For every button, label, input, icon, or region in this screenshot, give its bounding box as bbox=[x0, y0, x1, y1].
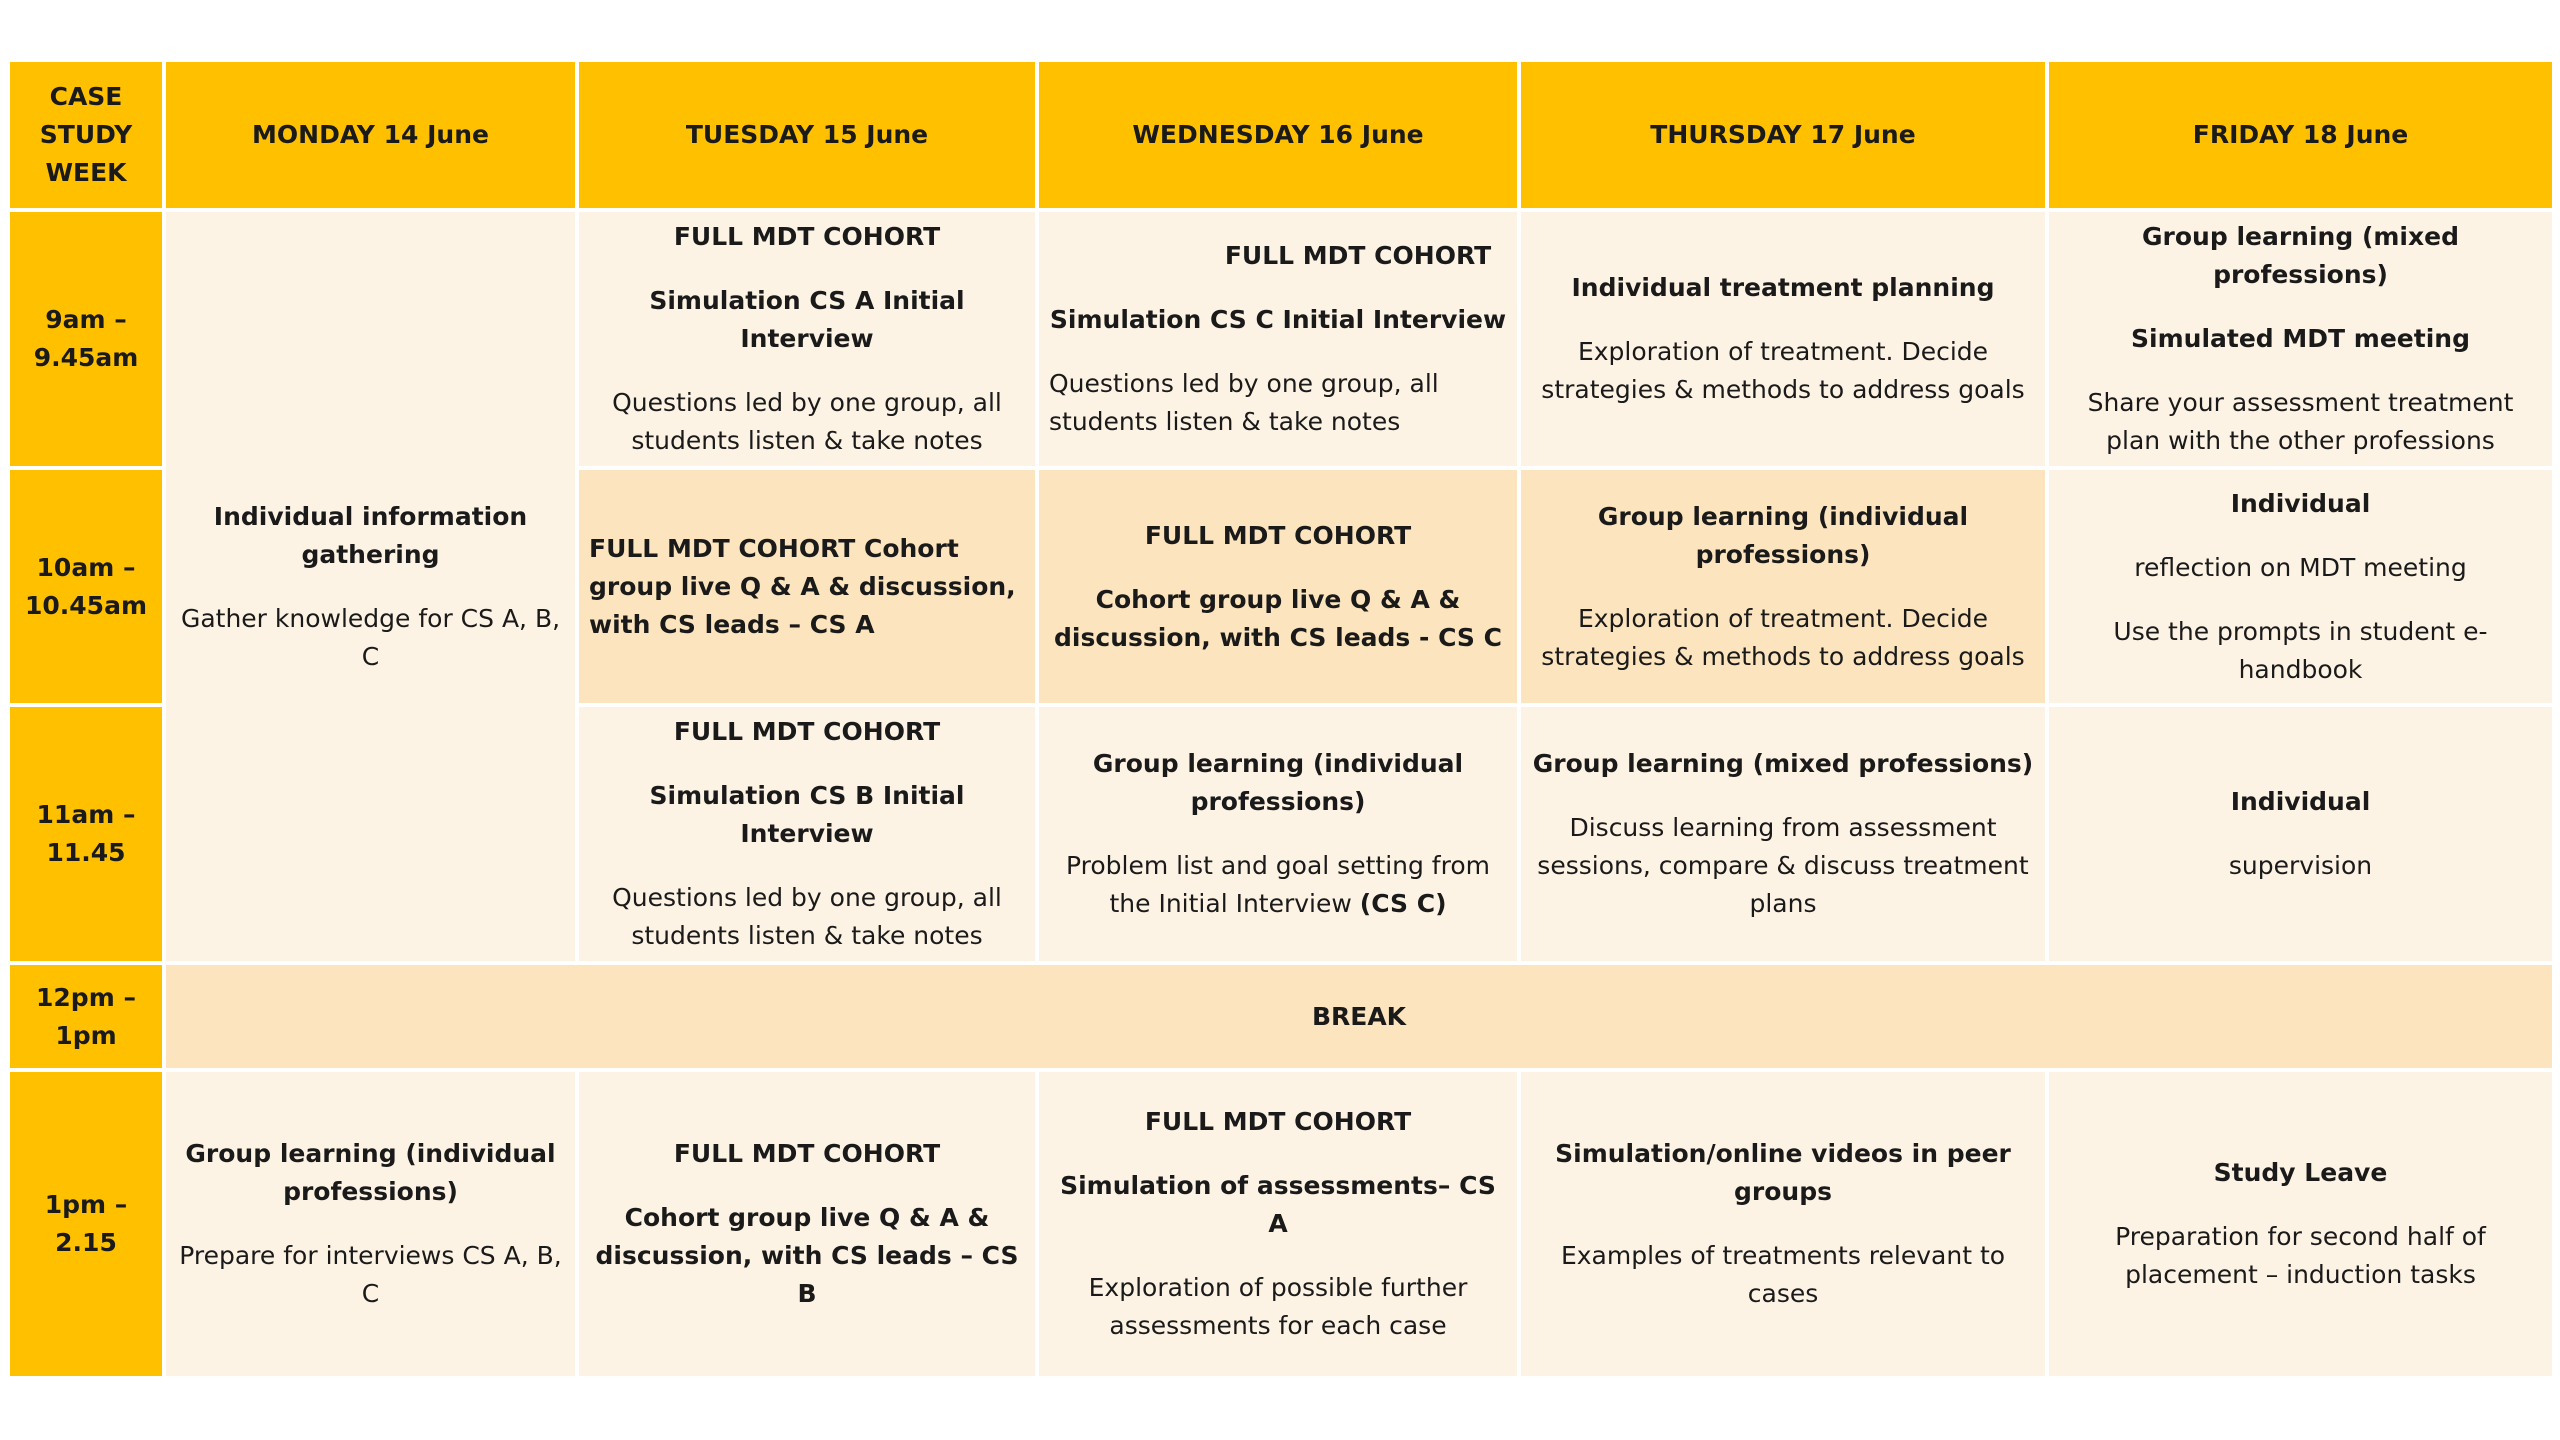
day-header-friday: FRIDAY 18 June bbox=[2047, 60, 2554, 210]
cell-title: Group learning (mixed professions) bbox=[2142, 222, 2459, 289]
cell-title: FULL MDT COHORT bbox=[673, 222, 941, 251]
cell-title: Individual information gathering bbox=[213, 501, 528, 569]
friday-9am-cell bbox=[2047, 210, 2554, 468]
cell-title: Individual bbox=[2230, 787, 2371, 816]
cell-title: Simulation/online videos in peer groups bbox=[1555, 1139, 2011, 1206]
corner-line: STUDY bbox=[39, 120, 133, 149]
break-row: BREAK bbox=[164, 963, 2554, 1070]
cell-body: reflection on MDT meeting bbox=[2134, 552, 2467, 582]
cell-title: Simulated MDT meeting bbox=[2131, 324, 2470, 353]
cell-title: FULL MDT COHORT Cohort group live Q & A & discussion, with CS leads – CS A bbox=[589, 533, 1016, 639]
cell-body: Questions led by one group, all students listen & take notes bbox=[1049, 369, 1439, 436]
cell-body: Questions led by one group, all students listen & take notes bbox=[612, 883, 1002, 950]
time-line: 10.45am bbox=[25, 590, 147, 620]
cell-title: Simulation CS B Initial Interview bbox=[649, 781, 965, 848]
thursday-10am-cell bbox=[1519, 468, 2047, 705]
cell-body: Examples of treatments relevant to cases bbox=[1560, 1241, 2006, 1308]
friday-11am-cell bbox=[2047, 705, 2554, 963]
time-line: 10am – bbox=[36, 552, 136, 582]
tuesday-1pm-cell bbox=[577, 1070, 1037, 1378]
thursday-1pm-cell bbox=[1519, 1070, 2047, 1378]
cell-body bbox=[1049, 847, 1507, 923]
corner-line: WEEK bbox=[45, 158, 127, 187]
monday-1pm-cell bbox=[164, 1070, 577, 1378]
time-slot-1pm bbox=[8, 1070, 164, 1378]
time-line: 9am – bbox=[45, 305, 127, 334]
wednesday-1pm-cell bbox=[1037, 1070, 1519, 1378]
cell-title: Group learning (individual professions) bbox=[1597, 501, 1969, 569]
day-header-wednesday: WEDNESDAY 16 June bbox=[1037, 60, 1519, 210]
cell-body: Share your assessment treatment plan with the other professions bbox=[2087, 388, 2514, 455]
cell-body: Exploration of treatment. Decide strategies & methods to address goals bbox=[1541, 603, 2025, 671]
cell-title: Group learning (individual professions) bbox=[1092, 749, 1464, 816]
corner-line: CASE bbox=[49, 82, 123, 111]
cell-title: Simulation CS C Initial Interview bbox=[1049, 305, 1507, 334]
cell-title: FULL MDT COHORT bbox=[673, 1139, 941, 1168]
time-line: 11.45 bbox=[46, 838, 126, 867]
cell-body: Gather knowledge for CS A, B, C bbox=[180, 603, 561, 671]
cell-title: Cohort group live Q & A & discussion, with CS leads - CS C bbox=[1054, 584, 1502, 652]
time-slot-11am bbox=[8, 705, 164, 963]
time-slot-10am bbox=[8, 468, 164, 705]
cell-title: FULL MDT COHORT bbox=[1144, 1107, 1412, 1136]
cell-title: FULL MDT COHORT bbox=[1144, 520, 1412, 550]
cell-title: Study Leave bbox=[2213, 1158, 2388, 1187]
day-header-monday: MONDAY 14 June bbox=[164, 60, 577, 210]
cell-title: Simulation CS A Initial Interview bbox=[649, 286, 965, 353]
thursday-9am-cell bbox=[1519, 210, 2047, 468]
cell-title: Simulation of assessments– CS A bbox=[1060, 1171, 1496, 1238]
tuesday-9am-cell bbox=[577, 210, 1037, 468]
cell-body: Preparation for second half of placement – induction tasks bbox=[2115, 1222, 2486, 1289]
cell-title: Cohort group live Q & A & discussion, with CS leads – CS B bbox=[595, 1203, 1019, 1308]
cell-body: Exploration of possible further assessments for each case bbox=[1088, 1273, 1468, 1340]
cell-body: Exploration of treatment. Decide strategies & methods to address goals bbox=[1541, 337, 2025, 404]
time-line: 1pm – bbox=[44, 1190, 128, 1219]
cell-title: Individual treatment planning bbox=[1571, 273, 1995, 302]
friday-10am-cell bbox=[2047, 468, 2554, 705]
cell-body: Discuss learning from assessment sessions, compare & discuss treatment plans bbox=[1537, 813, 2029, 918]
cell-title: Group learning (mixed professions) bbox=[1532, 749, 2034, 778]
tuesday-10am-cell bbox=[577, 468, 1037, 705]
cell-body: supervision bbox=[2228, 851, 2373, 880]
cell-body-text: Problem list and goal setting from the Initial Interview bbox=[1066, 851, 1490, 918]
cell-body: Prepare for interviews CS A, B, C bbox=[179, 1241, 562, 1308]
timetable bbox=[6, 58, 2556, 1380]
wednesday-11am-cell bbox=[1037, 705, 1519, 963]
cell-title: Group learning (individual professions) bbox=[185, 1139, 556, 1206]
time-line: 2.15 bbox=[55, 1228, 117, 1257]
time-line: 11am – bbox=[36, 800, 136, 829]
friday-1pm-cell bbox=[2047, 1070, 2554, 1378]
cell-title: FULL MDT COHORT bbox=[1224, 241, 1492, 270]
day-header-tuesday: TUESDAY 15 June bbox=[577, 60, 1037, 210]
corner-header bbox=[8, 60, 164, 210]
cell-body: Use the prompts in student e-handbook bbox=[2113, 616, 2488, 684]
cell-title: Individual bbox=[2230, 488, 2371, 518]
wednesday-9am-cell bbox=[1037, 210, 1519, 468]
time-slot-9am bbox=[8, 210, 164, 468]
thursday-11am-cell bbox=[1519, 705, 2047, 963]
monday-morning-cell bbox=[164, 210, 577, 963]
tuesday-11am-cell bbox=[577, 705, 1037, 963]
time-line: 12pm – bbox=[36, 982, 136, 1012]
time-line: 1pm bbox=[55, 1020, 117, 1050]
cell-body-bold: (CS C) bbox=[1359, 889, 1447, 918]
cell-body: Questions led by one group, all students listen & take notes bbox=[612, 388, 1002, 455]
time-line: 9.45am bbox=[33, 343, 139, 372]
wednesday-10am-cell bbox=[1037, 468, 1519, 705]
cell-title: FULL MDT COHORT bbox=[673, 717, 941, 746]
time-slot-12pm bbox=[8, 963, 164, 1070]
day-header-thursday: THURSDAY 17 June bbox=[1519, 60, 2047, 210]
